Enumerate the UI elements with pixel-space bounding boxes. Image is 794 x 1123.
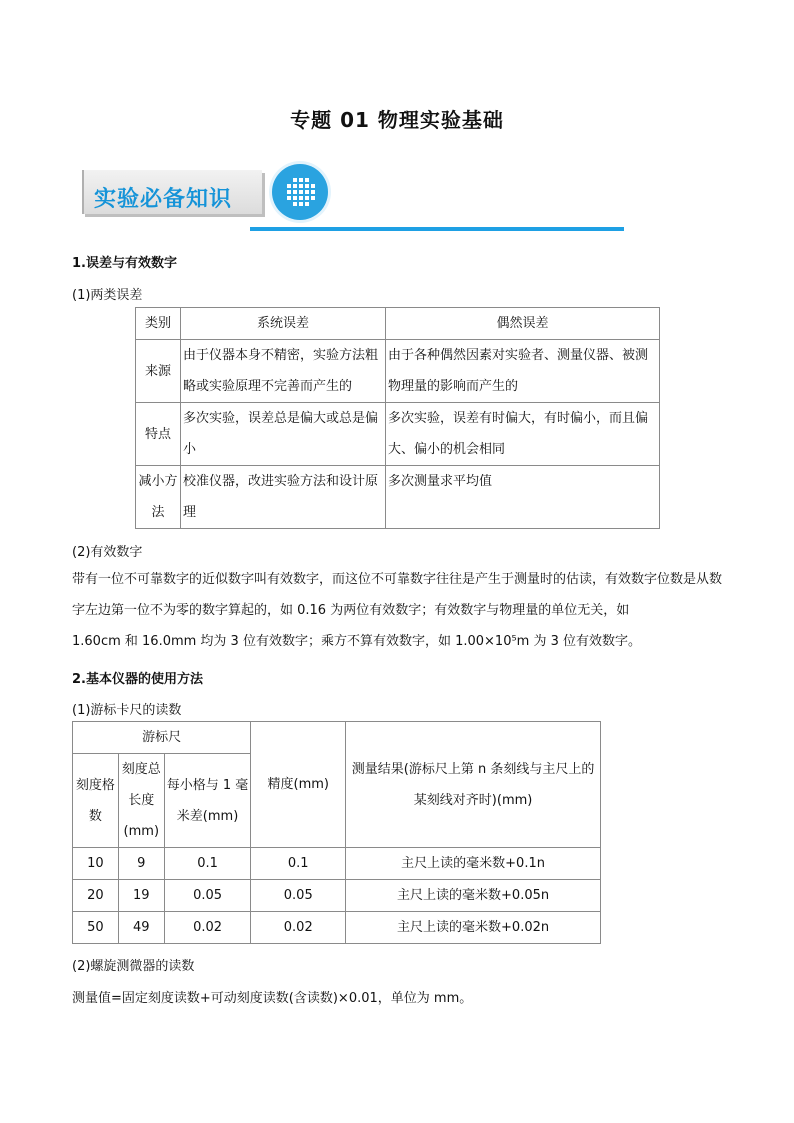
table-cell: 0.05	[251, 880, 346, 912]
banner-underline	[250, 227, 624, 231]
table-cell: 校准仪器，改进实验方法和设计原理	[181, 466, 386, 529]
table-row	[136, 308, 660, 340]
grid-icon	[272, 164, 328, 220]
table-header: 类别	[136, 308, 181, 340]
table-header: 精度(mm)	[251, 722, 346, 848]
row-label: 减小方法	[136, 466, 181, 529]
table-header: 游标尺	[73, 722, 251, 754]
section2-sub2: (2)螺旋测微器的读数	[72, 959, 195, 974]
table-cell: 多次实验，误差总是偏大或总是偏小	[181, 403, 386, 466]
section-banner	[82, 162, 642, 234]
table-cell: 10	[73, 848, 119, 880]
table-cell: 主尺上读的毫米数+0.05n	[346, 880, 601, 912]
table-header: 测量结果(游标尺上第 n 条刻线与主尺上的某刻线对齐时)(mm)	[346, 722, 601, 848]
section1-sub2: (2)有效数字	[72, 545, 143, 560]
table-cell: 19	[118, 880, 164, 912]
banner-label: 实验必备知识	[94, 187, 233, 212]
section2-heading: 2.基本仪器的使用方法	[72, 672, 203, 687]
table-cell: 49	[118, 912, 164, 944]
micrometer-formula: 测量值=固定刻度读数+可动刻度读数(含读数)×0.01，单位为 mm。	[72, 991, 473, 1006]
table-cell: 0.05	[164, 880, 251, 912]
vernier-table	[72, 721, 601, 944]
table-row	[136, 466, 660, 529]
error-types-table	[135, 307, 660, 529]
table-row	[136, 340, 660, 403]
table-cell: 20	[73, 880, 119, 912]
row-label: 来源	[136, 340, 181, 403]
table-cell: 主尺上读的毫米数+0.1n	[346, 848, 601, 880]
row-label: 特点	[136, 403, 181, 466]
table-cell: 由于各种偶然因素对实验者、测量仪器、被测物理量的影响而产生的	[386, 340, 660, 403]
table-cell: 0.02	[164, 912, 251, 944]
table-row	[73, 912, 601, 944]
table-header: 每小格与 1 毫米差(mm)	[164, 754, 251, 848]
table-cell: 0.1	[164, 848, 251, 880]
table-row	[73, 848, 601, 880]
table-header: 系统误差	[181, 308, 386, 340]
table-header: 偶然误差	[386, 308, 660, 340]
table-cell: 0.02	[251, 912, 346, 944]
section1-heading: 1.误差与有效数字	[72, 256, 177, 271]
sigfig-paragraph: 带有一位不可靠数字的近似数字叫有效数字，而这位不可靠数字往往是产生于测量时的估读，有效数字位数是从数字左边第一位不为零的数字算起的，如 0.16 为两位有效数字；有效数字与物理量的单位无关，如	[72, 572, 723, 618]
table-header: 刻度总长度(mm)	[118, 754, 164, 848]
table-cell: 50	[73, 912, 119, 944]
section2-sub1: (1)游标卡尺的读数	[72, 703, 182, 718]
section1-sub1: (1)两类误差	[72, 288, 143, 303]
sigfig-paragraph-cont: 1.60cm 和 16.0mm 均为 3 位有效数字；乘方不算有效数字，如 1.00×10⁵m 为 3 位有效数字。	[72, 634, 642, 649]
table-row	[73, 722, 601, 754]
table-cell: 由于仪器本身不精密，实验方法粗略或实验原理不完善而产生的	[181, 340, 386, 403]
table-cell: 0.1	[251, 848, 346, 880]
banner-box	[82, 170, 262, 214]
table-cell: 主尺上读的毫米数+0.02n	[346, 912, 601, 944]
table-row	[73, 880, 601, 912]
table-row	[136, 403, 660, 466]
page-title: 专题 01 物理实验基础	[290, 108, 504, 132]
table-cell: 9	[118, 848, 164, 880]
table-cell: 多次测量求平均值	[386, 466, 660, 529]
table-header: 刻度格数	[73, 754, 119, 848]
table-cell: 多次实验，误差有时偏大，有时偏小，而且偏大、偏小的机会相同	[386, 403, 660, 466]
